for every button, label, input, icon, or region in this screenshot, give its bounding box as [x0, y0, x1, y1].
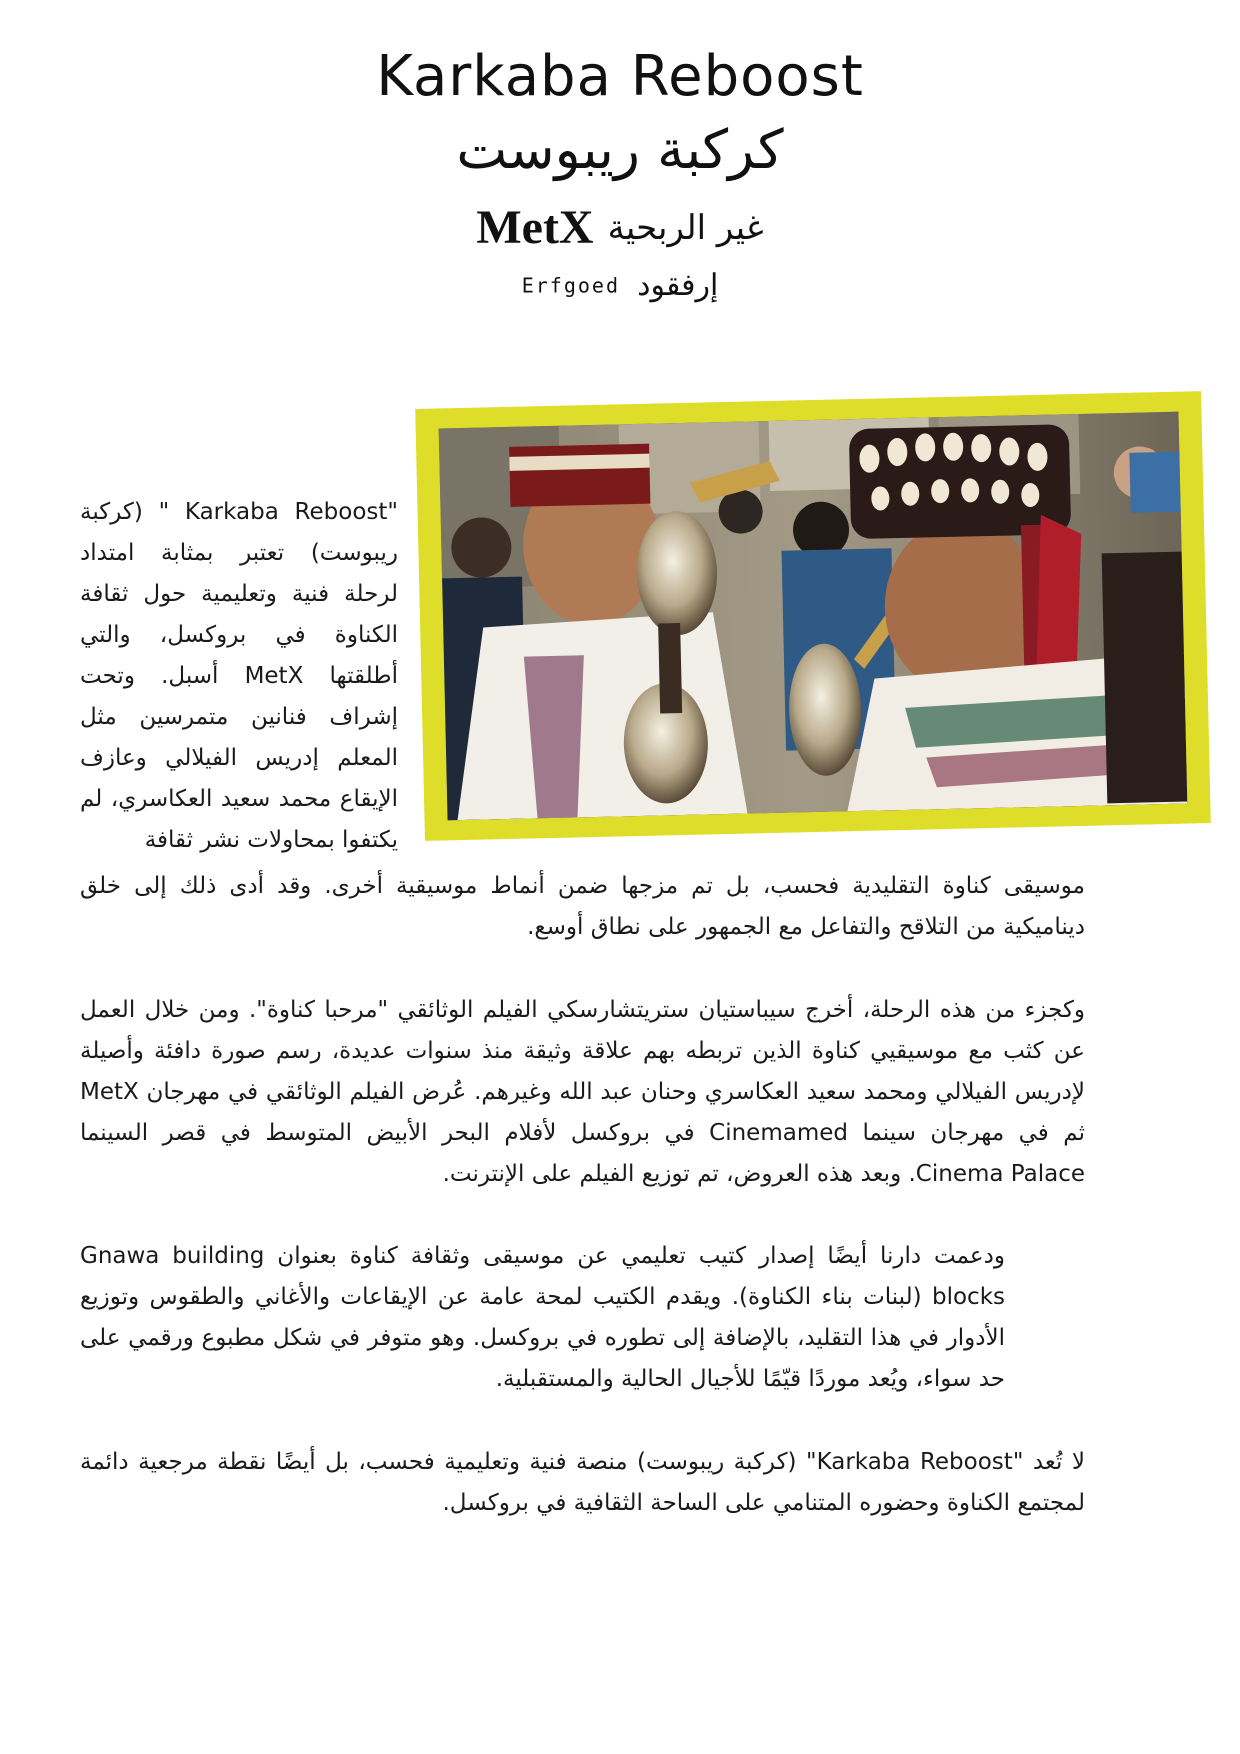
organization-line — [0, 200, 1240, 255]
booklet-paragraph: ودعمت دارنا أيضًا إصدار كتيب تعليمي عن موسيقى وثقافة كناوة بعنوان Gnawa building blocks (لبنات بناء الكناوة). ويقدم الكتيب لمحة عامة عن الإيقاعات والأغاني والطقوس وتوزيع الأدوار في هذا التقليد، بالإضافة إلى تطوره في بروكسل. وهو متوفر في شكل مطبوع ورقمي على حد سواء، ويُعد موردًا قيّمًا للأجيال الحالية والمستقبلية. — [80, 1243, 1005, 1392]
gnawa-musicians-photo — [439, 412, 1188, 821]
page-title: Karkaba Reboost — [376, 44, 864, 109]
closing-paragraph: لا تُعد "Karkaba Reboost" (كركبة ريبوست) منصة فنية وتعليمية فحسب، بل أيضًا نقطة مرجعية دائمة لمجتمع الكناوة وحضوره المتنامي على الساحة الثقافية في بروكسل. — [80, 1449, 1086, 1516]
heritage-line — [0, 268, 1240, 303]
intro-paragraph-part1: "Karkaba Reboost " (كركبة ريبوست) تعتبر بمثابة امتداد لرحلة فنية وتعليمية حول ثقافة الكناوة في بروكسل، والتي أطلقتها MetX أسبل. وتحت إشراف فنانين متمرسين مثل المعلم إدريس الفيلالي وعازف الإيقاع محمد سعيد العكاسري، لم يكتفوا بمحاولات نشر ثقافة — [80, 499, 398, 853]
intro-paragraph-part2: موسيقى كناوة التقليدية فحسب، بل تم مزجها ضمن أنماط موسيقية أخرى. وقد أدى ذلك إلى خلق ديناميكية من التلاقح والتفاعل مع الجمهور على نطاق أوسع. — [80, 873, 1085, 940]
org-name: MetX — [476, 201, 594, 254]
documentary-paragraph: وكجزء من هذه الرحلة، أخرج سيباستيان ستريتشارسكي الفيلم الوثائقي "مرحبا كناوة". ومن خلال العمل عن كثب مع موسيقيي كناوة الذين تربطه بهم علاقة وثيقة منذ سنوات عديدة، رسم صورة دافئة وأصيلة لإدريس الفيلالي ومحمد سعيد العكاسري وحنان عبد الله وغيرهم. عُرض الفيلم الوثائقي في مهرجان MetX ثم في مهرجان سينما Cinemamed في بروكسل لأفلام البحر الأبيض المتوسط في قصر السينما Cinema Palace. وبعد هذه العروض، تم توزيع الفيلم على الإنترنت. — [80, 997, 1085, 1187]
heritage-label-arabic: إرفقود — [637, 268, 719, 303]
photo-illustration — [439, 412, 1188, 821]
photo-frame — [415, 391, 1211, 841]
page-title-arabic: كركبة ريبوست — [456, 118, 784, 181]
heritage-label: Erfgoed — [521, 273, 620, 298]
org-type-arabic: غير الربحية — [607, 207, 764, 248]
